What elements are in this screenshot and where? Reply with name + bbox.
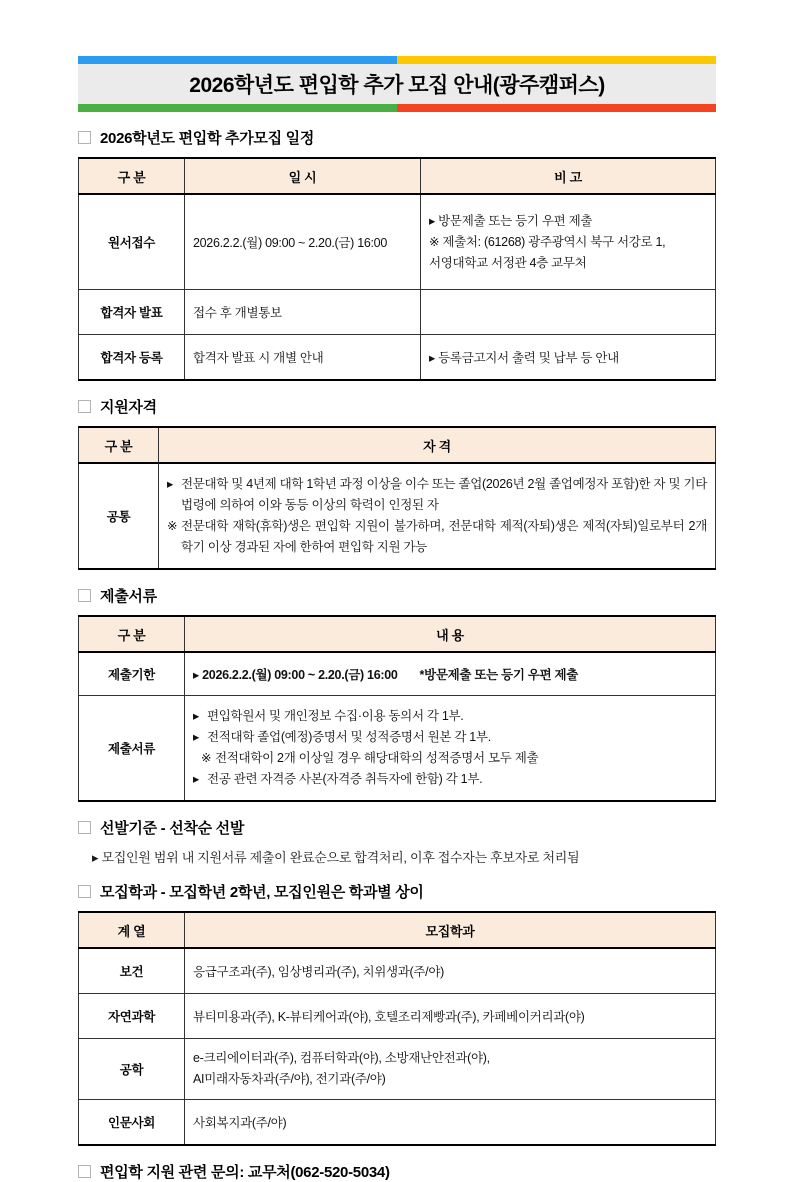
table-row xyxy=(79,948,716,994)
schedule-row-time: 합격자 발표 시 개별 안내 xyxy=(185,335,421,381)
checkbox-icon xyxy=(78,131,91,144)
table-row xyxy=(79,1039,716,1100)
documents-col-content: 내 용 xyxy=(185,616,716,652)
section-heading-departments xyxy=(78,881,716,902)
note-line: 서영대학교 서정관 4층 교무처 xyxy=(429,255,587,270)
majors-line: AI미래자동차과(주/야), 전기과(주/야) xyxy=(193,1072,386,1086)
schedule-col-note: 비 고 xyxy=(421,158,716,194)
note-line: ▸ 방문제출 또는 등기 우편 제출 xyxy=(429,213,593,228)
triangle-bullet-icon: ▸ xyxy=(167,477,173,491)
majors-line: e-크리에이터과(주), 컴퓨터학과(야), 소방재난안전과(야), xyxy=(193,1051,490,1065)
department-category: 인문사회 xyxy=(79,1100,185,1146)
section-heading-documents xyxy=(78,585,716,606)
table-row xyxy=(79,696,716,802)
table-row xyxy=(79,1100,716,1146)
documents-materials-content xyxy=(185,696,716,802)
documents-col-category: 구 분 xyxy=(79,616,185,652)
list-item xyxy=(193,727,707,748)
section-title: 모집학과 - 모집학년 2학년, 모집인원은 학과별 상이 xyxy=(100,884,424,901)
item-text: 전문대학 및 4년제 대학 1학년 과정 이상을 이수 또는 졸업(2026년 2월 졸업예정자 포함)한 자 및 기타 법령에 의하여 이와 동등 이상의 학력이 인정된 자 xyxy=(181,477,707,512)
item-text: 편입학원서 및 개인정보 수집·이용 동의서 각 1부. xyxy=(207,709,464,723)
page-title: 2026학년도 편입학 추가 모집 안내(광주캠퍼스) xyxy=(78,64,716,104)
section-heading-selection xyxy=(78,817,716,838)
department-majors: 뷰티미용과(주), K-뷰티케어과(야), 호텔조리제빵과(주), 카페베이커리과(야) xyxy=(185,994,716,1039)
section-title: 지원자격 xyxy=(100,399,157,416)
schedule-row-time: 접수 후 개별통보 xyxy=(185,290,421,335)
item-text: 전적대학 졸업(예정)증명서 및 성적증명서 원본 각 1부. xyxy=(207,730,491,744)
section-title: 2026학년도 편입학 추가모집 일정 xyxy=(100,130,315,147)
documents-header-row xyxy=(79,616,716,652)
note-line: ※ 제출처: (61268) 광주광역시 북구 서강로 1, xyxy=(429,234,666,249)
table-row xyxy=(79,994,716,1039)
section-heading-contact xyxy=(78,1161,716,1182)
item-text: 전적대학이 2개 이상일 경우 해당대학의 성적증명서 모두 제출 xyxy=(215,751,539,765)
table-row xyxy=(79,290,716,335)
title-banner xyxy=(78,56,716,112)
checkbox-icon xyxy=(78,400,91,413)
qualification-col-category: 구 분 xyxy=(79,427,159,463)
documents-deadline-label: 제출기한 xyxy=(79,652,185,696)
item-text: 전공 관련 자격증 사본(자격증 취득자에 한함) 각 1부. xyxy=(207,772,483,786)
banner-bottom-bar xyxy=(78,104,716,112)
qualification-header-row xyxy=(79,427,716,463)
department-majors: 응급구조과(주), 임상병리과(주), 치위생과(주/야) xyxy=(185,948,716,994)
qualification-col-detail: 자 격 xyxy=(159,427,716,463)
documents-table xyxy=(78,615,716,802)
schedule-header-row xyxy=(79,158,716,194)
qualification-row-label: 공통 xyxy=(79,463,159,569)
banner-bar-red xyxy=(397,104,716,112)
list-item xyxy=(167,516,707,558)
list-item xyxy=(193,706,707,727)
departments-col-field: 계 열 xyxy=(79,912,185,948)
checkbox-icon xyxy=(78,821,91,834)
schedule-col-category: 구 분 xyxy=(79,158,185,194)
department-category: 공학 xyxy=(79,1039,185,1100)
deadline-period: ▸ 2026.2.2.(월) 09:00 ~ 2.20.(금) 16:00 xyxy=(193,668,398,682)
schedule-row-notes: ▸ 등록금고지서 출력 및 납부 등 안내 xyxy=(421,335,716,381)
schedule-row-label: 원서접수 xyxy=(79,194,185,290)
triangle-bullet-icon: ▸ xyxy=(193,709,199,723)
departments-col-majors: 모집학과 xyxy=(185,912,716,948)
checkbox-icon xyxy=(78,1165,91,1178)
qualification-row-detail xyxy=(159,463,716,569)
section-heading-qualification xyxy=(78,396,716,417)
section-title: 선발기준 - 선착순 선발 xyxy=(100,820,245,837)
list-item xyxy=(167,474,707,516)
checkbox-icon xyxy=(78,885,91,898)
departments-header-row xyxy=(79,912,716,948)
schedule-row-label: 합격자 등록 xyxy=(79,335,185,381)
schedule-row-time: 2026.2.2.(월) 09:00 ~ 2.20.(금) 16:00 xyxy=(185,194,421,290)
departments-table xyxy=(78,911,716,1146)
qualification-table xyxy=(78,426,716,570)
department-majors: 사회복지과(주/야) xyxy=(185,1100,716,1146)
section-heading-schedule xyxy=(78,127,716,148)
selection-bullet: ▸ 모집인원 범위 내 지원서류 제출이 완료순으로 합격처리, 이후 접수자는 후보자로 처리됨 xyxy=(92,850,580,865)
table-row xyxy=(79,335,716,381)
list-item xyxy=(201,748,707,769)
department-category: 보건 xyxy=(79,948,185,994)
table-row xyxy=(79,652,716,696)
banner-bar-yellow xyxy=(397,56,716,64)
schedule-row-notes xyxy=(421,290,716,335)
documents-materials-label: 제출서류 xyxy=(79,696,185,802)
reference-mark-icon: ※ xyxy=(167,519,178,533)
checkbox-icon xyxy=(78,589,91,602)
table-row xyxy=(79,194,716,290)
item-text: 전문대학 재학(휴학)생은 편입학 지원이 불가하며, 전문대학 제적(자퇴)생은 제적(자퇴)일로부터 2개 학기 이상 경과된 자에 한하여 편입학 지원 가능 xyxy=(181,519,707,554)
list-item xyxy=(193,769,707,790)
department-majors xyxy=(185,1039,716,1100)
contact-text: 편입학 지원 관련 문의: 교무처(062-520-5034) xyxy=(100,1164,390,1181)
deadline-note: *방문제출 또는 등기 우편 제출 xyxy=(419,668,579,682)
documents-deadline-content xyxy=(185,652,716,696)
banner-bar-blue xyxy=(78,56,397,64)
triangle-bullet-icon: ▸ xyxy=(193,772,199,786)
banner-bar-green xyxy=(78,104,397,112)
schedule-col-datetime: 일 시 xyxy=(185,158,421,194)
department-category: 자연과학 xyxy=(79,994,185,1039)
schedule-table xyxy=(78,157,716,381)
schedule-row-label: 합격자 발표 xyxy=(79,290,185,335)
banner-top-bar xyxy=(78,56,716,64)
table-row xyxy=(79,463,716,569)
section-title: 제출서류 xyxy=(100,588,157,605)
triangle-bullet-icon: ▸ xyxy=(193,730,199,744)
reference-mark-icon: ※ xyxy=(201,751,212,765)
schedule-row-notes xyxy=(421,194,716,290)
